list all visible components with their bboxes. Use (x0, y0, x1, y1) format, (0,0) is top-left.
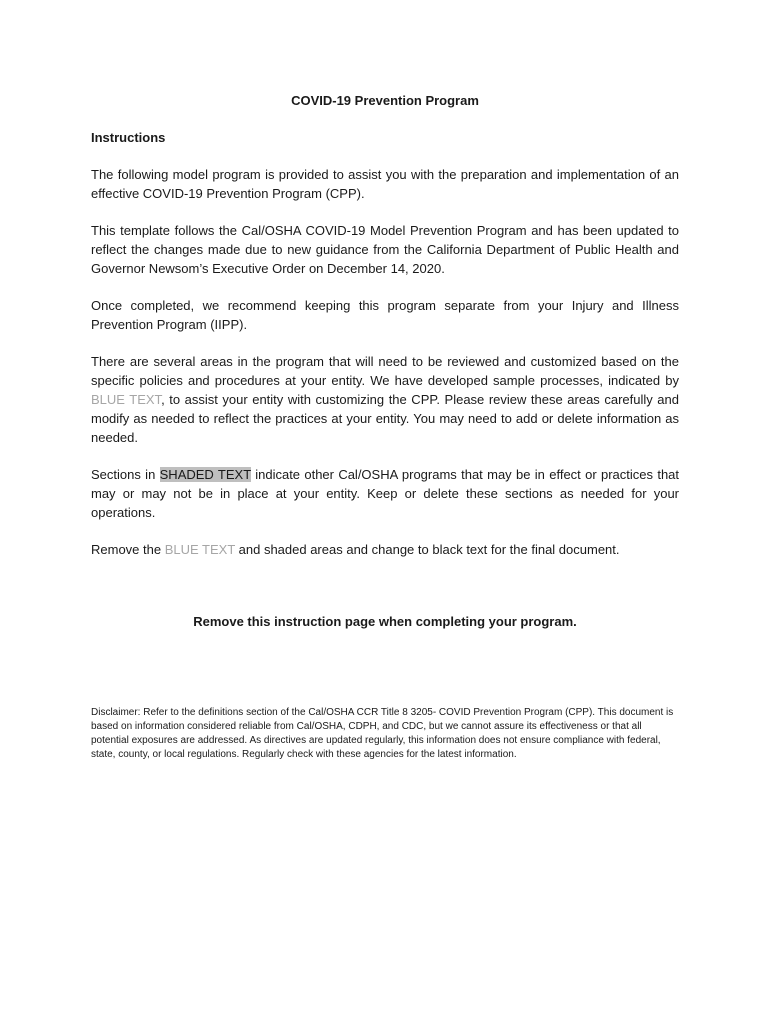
paragraph-shaded (91, 465, 679, 522)
paragraph-customize-text-2: , to assist your entity with customizing the CPP. Please review these areas carefully and modify as needed to reflect the practices at your entity. You may need to add or delete information as needed. (91, 392, 679, 445)
paragraph-template: This template follows the Cal/OSHA COVID-19 Model Prevention Program and has been updated to reflect the changes made due to new guidance from the California Department of Public Health and Governor Newsom’s Executive Order on December 14, 2020. (91, 223, 679, 276)
instructions-heading: Instructions (91, 130, 166, 145)
paragraph-customize-text-1: There are several areas in the program that will need to be reviewed and customized based on the specific policies and procedures at your entity. We have developed sample processes, indicated by (91, 354, 679, 388)
remove-instruction-notice: Remove this instruction page when completing your program. (193, 614, 577, 629)
paragraph-remove-text-1: Remove the (91, 542, 165, 557)
disclaimer: Disclaimer: Refer to the definitions section of the Cal/OSHA CCR Title 8 3205- COVID Prevention Program (CPP). This document is based on information considered reliable from Cal/OSHA, CDPH, and CDC, but we cannot assure its effectiveness or that all potential exposures are addressed. As directives are updated regularly, this information does not ensure compliance with federal, state, county, or local regulations. Regularly check with these agencies for the latest information. (91, 707, 674, 760)
blue-text-label: BLUE TEXT (91, 392, 162, 407)
document-content (91, 91, 679, 762)
paragraph-shaded-text-1: Sections in (91, 467, 160, 482)
blue-text-label-2: BLUE TEXT (164, 542, 236, 557)
paragraph-intro: The following model program is provided to assist you with the preparation and implementation of an effective COVID-19 Prevention Program (CPP). (91, 167, 679, 201)
shaded-text-label: SHADED TEXT (159, 467, 251, 482)
paragraph-remove (91, 540, 679, 559)
paragraph-remove-text-2: and shaded areas and change to black text for the final document. (235, 542, 620, 557)
paragraph-shaded-text-2: indicate other Cal/OSHA programs that may be in effect or practices that may or may not be in place at your entity. Keep or delete these sections as needed for your operations. (91, 467, 680, 520)
paragraph-customize (91, 352, 679, 447)
document-title: COVID-19 Prevention Program (291, 93, 479, 108)
paragraph-separate: Once completed, we recommend keeping this program separate from your Injury and Illness Prevention Program (IIPP). (91, 298, 679, 332)
